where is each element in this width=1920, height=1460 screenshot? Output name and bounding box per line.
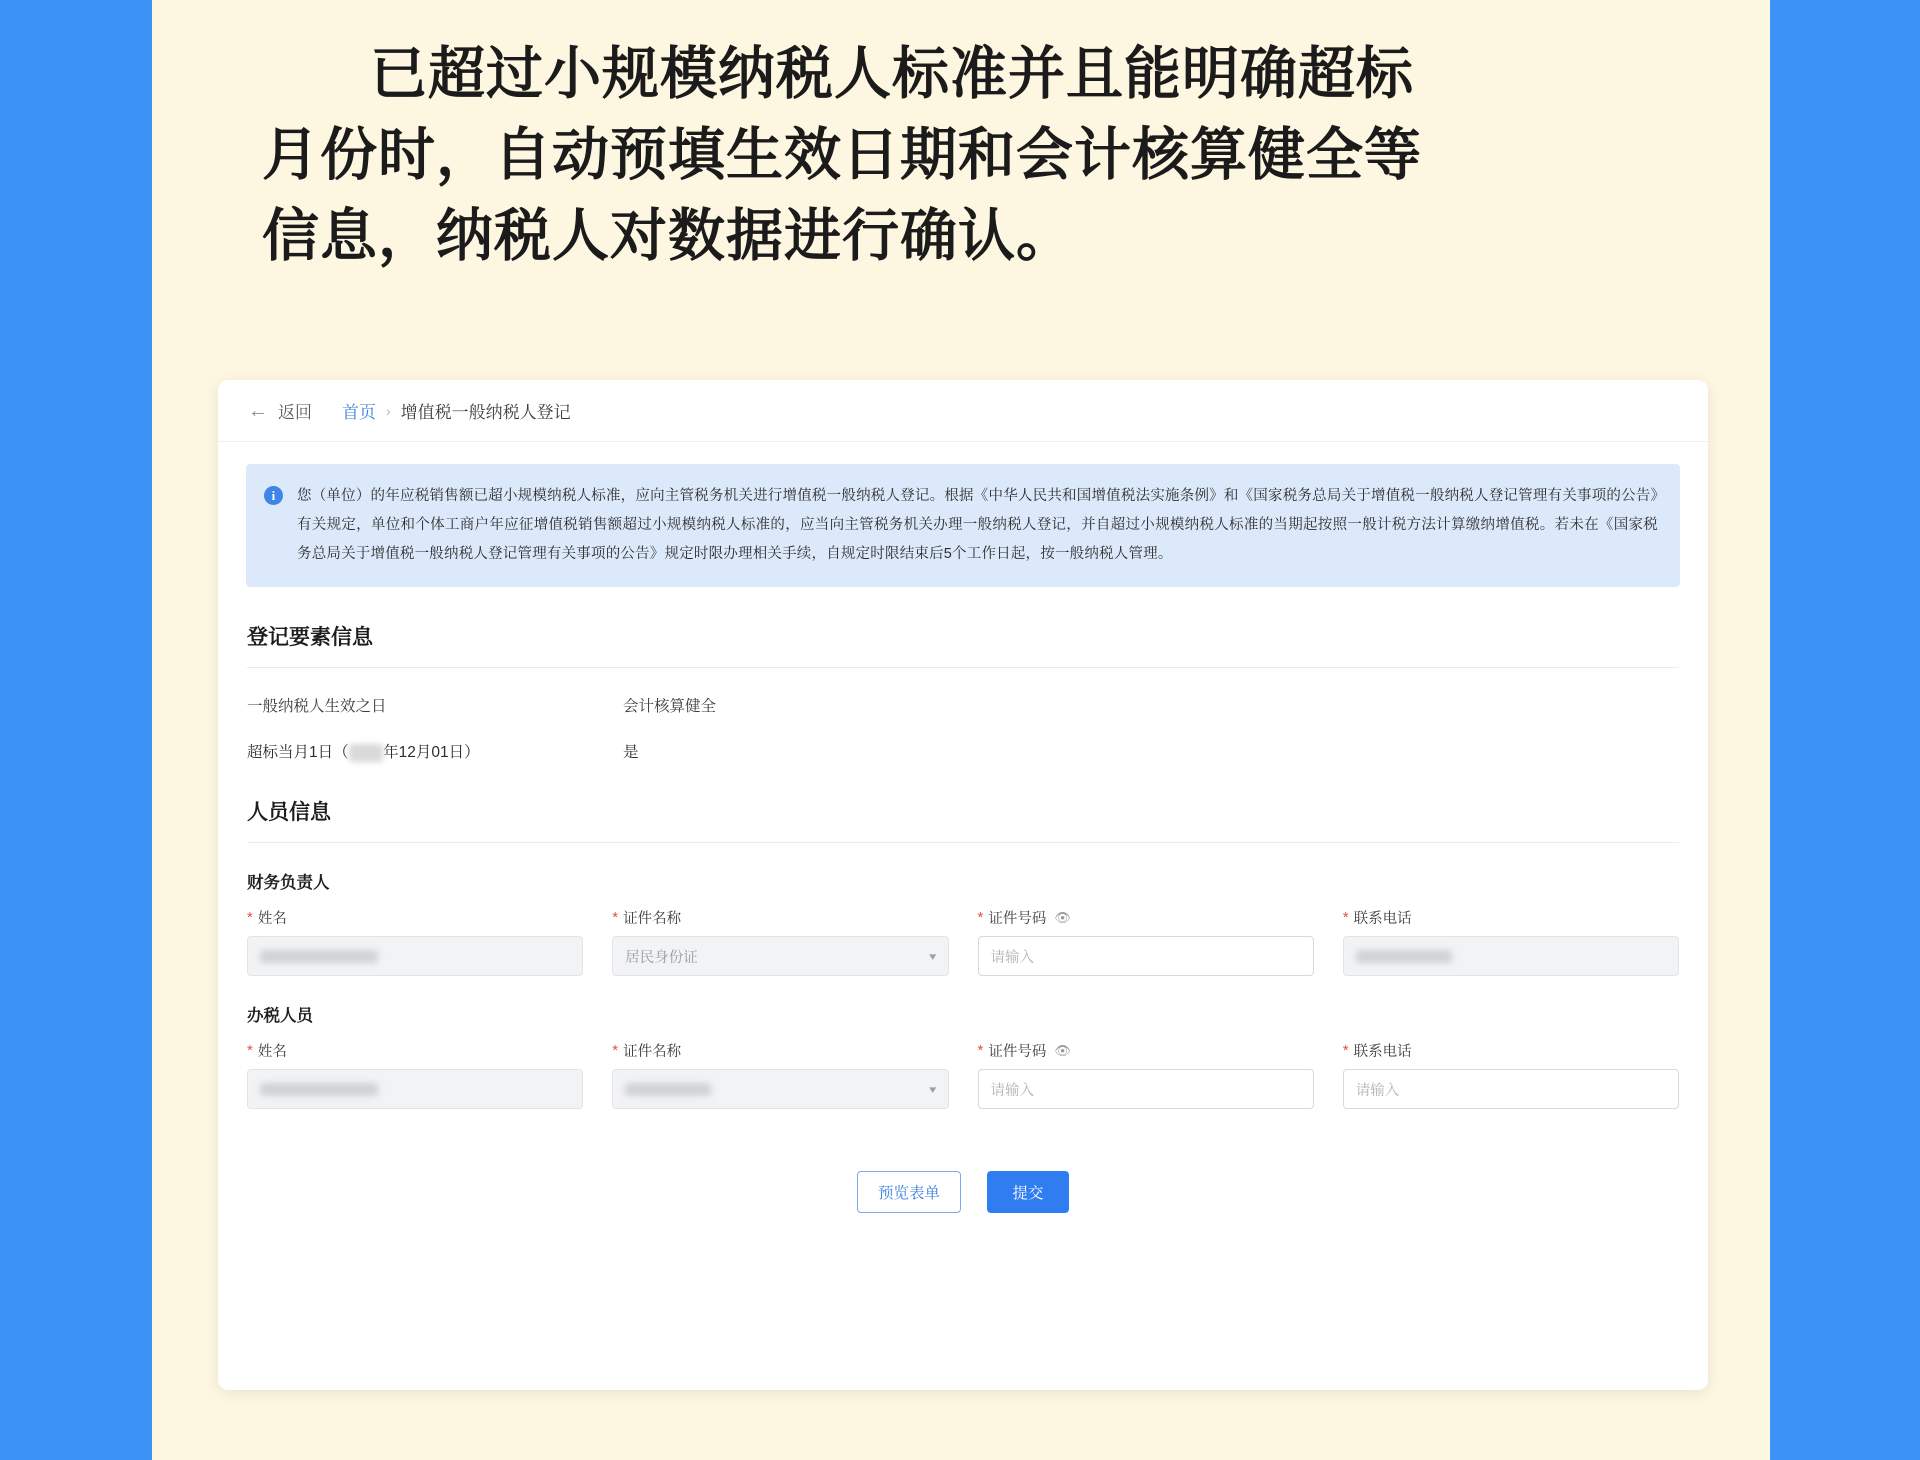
handler-id-type-select[interactable]: [612, 1069, 948, 1109]
label-text: 证件号码: [988, 910, 1047, 927]
finance-id-type-select[interactable]: [612, 936, 948, 976]
page-content: [218, 442, 1708, 1253]
tax-handler-fields: [247, 1040, 1679, 1109]
eye-slash-icon[interactable]: 👁: [1054, 909, 1071, 925]
field-handler-id-number: [978, 1040, 1314, 1109]
masked-year: [349, 744, 383, 762]
back-button[interactable]: 返回: [278, 403, 312, 422]
finance-phone-input[interactable]: [1343, 936, 1679, 976]
required-marker: *: [1342, 1041, 1349, 1059]
back-arrow-icon[interactable]: ←: [248, 399, 268, 422]
field-label: [978, 907, 1314, 927]
label-text: 证件号码: [988, 1043, 1047, 1060]
label-text: 姓名: [257, 910, 287, 927]
finance-id-number-input[interactable]: [978, 936, 1314, 976]
masked-value: [625, 1083, 711, 1096]
app-window: [218, 380, 1708, 1390]
value-prefix: 超标当月1日（: [247, 744, 349, 761]
value-suffix: 年12月01日）: [383, 744, 480, 761]
field-handler-id-type: [612, 1040, 948, 1109]
field-value: 是: [623, 744, 639, 761]
slide-headline: [152, 0, 1770, 277]
input-placeholder: 请输入: [990, 949, 1034, 966]
field-label: [1343, 907, 1679, 927]
masked-value: [260, 950, 378, 963]
action-bar: [246, 1171, 1680, 1253]
field-label: [612, 907, 948, 927]
required-marker: *: [612, 1041, 619, 1059]
field-handler-phone: [1343, 1040, 1679, 1109]
registration-fields: [247, 694, 1679, 762]
personnel-section-title: 人员信息: [247, 801, 331, 824]
field-handler-name: [247, 1040, 583, 1109]
label-text: 证件名称: [623, 910, 682, 927]
breadcrumb-separator-icon: ›: [386, 402, 391, 419]
finance-officer-group-title: 财务负责人: [247, 874, 330, 892]
submit-button[interactable]: 提交: [987, 1171, 1069, 1213]
field-finance-name: [247, 907, 583, 976]
headline-line-2: 月份时，自动预填生效日期和会计核算健全等: [262, 122, 1422, 187]
field-finance-id-type: [612, 907, 948, 976]
registration-field-effective-date: [247, 694, 623, 762]
handler-name-input[interactable]: [247, 1069, 583, 1109]
field-value: [247, 740, 623, 762]
field-label: [1343, 1040, 1679, 1060]
field-label: [612, 1040, 948, 1060]
breadcrumb: [218, 380, 1708, 442]
finance-officer-fields: [247, 907, 1679, 976]
label-text: 联系电话: [1353, 1043, 1412, 1060]
required-marker: *: [1342, 908, 1349, 926]
handler-id-number-input[interactable]: [978, 1069, 1314, 1109]
chevron-down-icon: ▾: [929, 1083, 937, 1096]
field-finance-id-number: [978, 907, 1314, 976]
registration-section: [246, 621, 1680, 762]
required-marker: *: [247, 1041, 253, 1059]
headline-line-3: 信息，纳税人对数据进行确认。: [262, 203, 1074, 268]
registration-field-accounting-complete: [623, 694, 999, 762]
chevron-down-icon: ▾: [929, 950, 937, 963]
field-label: [247, 907, 583, 927]
required-marker: *: [247, 908, 253, 926]
personnel-section: [246, 796, 1680, 1109]
field-finance-phone: [1343, 907, 1679, 976]
input-placeholder: 请输入: [1355, 1082, 1400, 1099]
required-marker: *: [612, 908, 619, 926]
notice-text: 您（单位）的年应税销售额已超小规模纳税人标准，应向主管税务机关进行增值税一般纳税人登记。根据《中华人民共和国增值税法实施条例》和《国家税务总局关于增值税一般纳税人登记管理有关事项的公告》有关规定，单位和个体工商户年应征增值税销售额超过小规模纳税人标准的，应当向主管税务机关办理一般纳税人登记，并自超过小规模纳税人标准的当期起按照一般计税方法计算缴纳增值税。若未在《国家税务总局关于增值税一般纳税人登记管理有关事项的公告》规定时限办理相关手续，自规定时限结束后5个工作日起，按一般纳税人管理。: [297, 488, 1658, 562]
breadcrumb-home-link[interactable]: 首页: [342, 403, 376, 422]
info-icon: i: [264, 486, 283, 505]
select-value: 居民身份证: [625, 949, 698, 966]
required-marker: *: [977, 1041, 984, 1059]
label-text: 证件名称: [623, 1043, 682, 1060]
breadcrumb-current: 增值税一般纳税人登记: [400, 403, 571, 422]
headline-line-1: 已超过小规模纳税人标准并且能明确超标: [370, 42, 1414, 106]
divider: [247, 667, 1679, 668]
tax-handler-group-title: 办税人员: [247, 1007, 313, 1025]
field-label: [247, 1040, 583, 1060]
handler-phone-input[interactable]: [1343, 1069, 1679, 1109]
finance-name-input[interactable]: [247, 936, 583, 976]
label-text: 姓名: [257, 1043, 287, 1060]
divider: [247, 842, 1679, 843]
notice-banner: [246, 464, 1680, 587]
masked-value: [260, 1083, 378, 1096]
field-label: [978, 1040, 1314, 1060]
label-text: 联系电话: [1353, 910, 1412, 927]
preview-form-button[interactable]: 预览表单: [857, 1171, 961, 1213]
field-label: 会计核算健全: [623, 698, 717, 715]
eye-slash-icon[interactable]: 👁: [1054, 1042, 1071, 1058]
field-label: 一般纳税人生效之日: [247, 698, 387, 715]
registration-section-title: 登记要素信息: [247, 626, 373, 649]
input-placeholder: 请输入: [990, 1082, 1034, 1099]
masked-value: [1356, 950, 1452, 963]
required-marker: *: [977, 908, 984, 926]
